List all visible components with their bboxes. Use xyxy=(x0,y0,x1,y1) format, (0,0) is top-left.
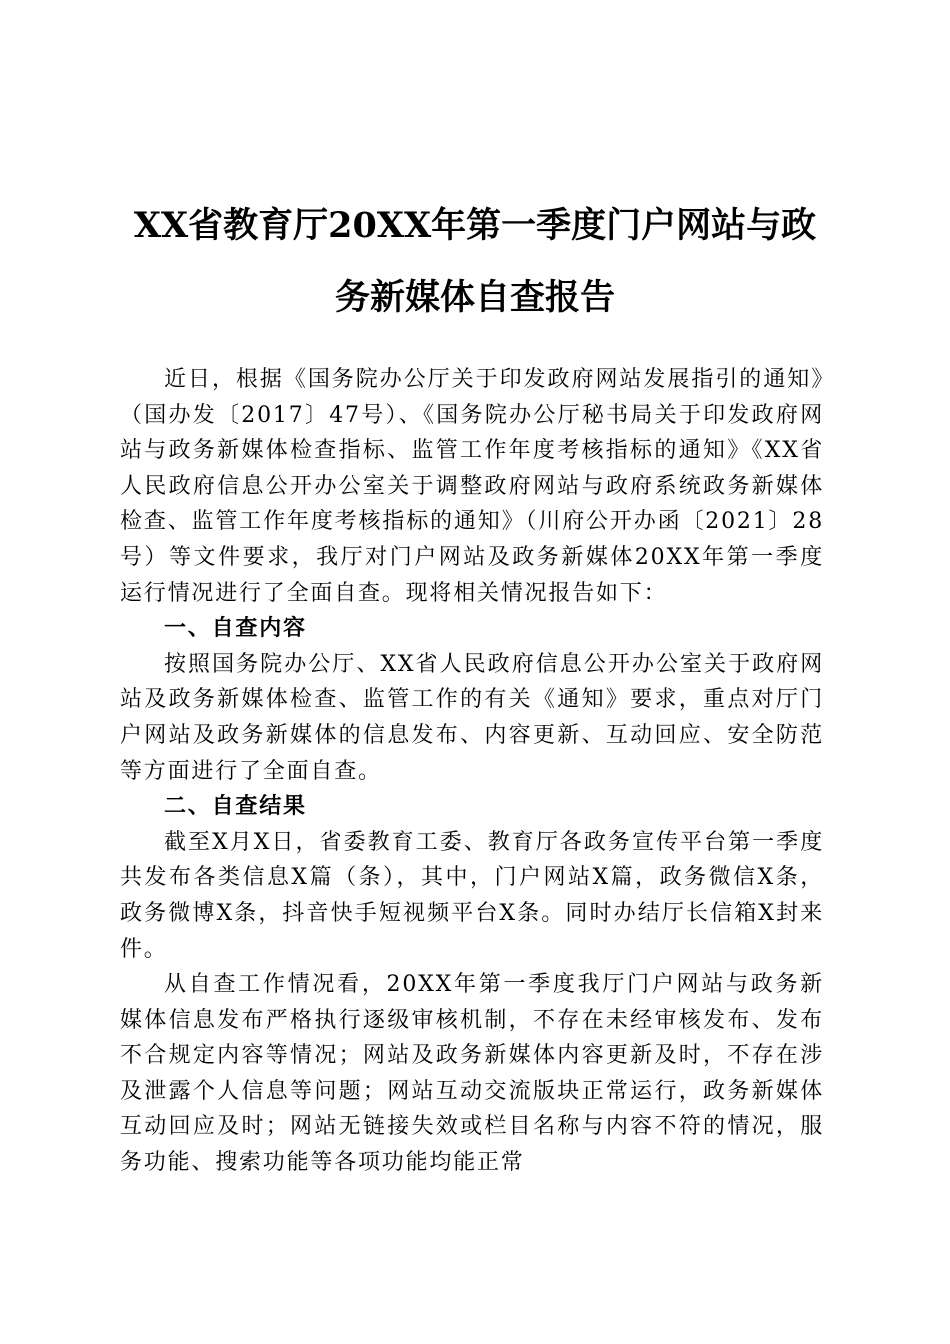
results-paragraph-2: 从自查工作情况看，20XX年第一季度我厅门户网站与政务新媒体信息发布严格执行逐级审核机制，不存在未经审核发布、发布不合规定内容等情况；网站及政务新媒体内容更新及时，不存在涉及泄露个人信息等问题；网站互动交流版块正常运行，政务新媒体互动回应及时；网站无链接失效或栏目名称与内容不符的情况，服务功能、搜索功能等各项功能均能正常 xyxy=(120,972,824,1176)
section-heading-self-check-results: 二、自查结果 xyxy=(164,793,307,820)
title-line-1: XX省教育厅20XX年第一季度门户网站与政 xyxy=(133,205,817,246)
document-title xyxy=(100,190,850,334)
self-check-content-paragraph: 按照国务院办公厅、XX省人民政府信息公开办公室关于政府网站及政务新媒体检查、监管工作的有关《通知》要求，重点对厅门户网站及政务新媒体的信息发布、内容更新、互动回应、安全防范等方面进行了全面自查。 xyxy=(120,651,824,784)
intro-paragraph: 近日，根据《国务院办公厅关于印发政府网站发展指引的通知》（国办发〔2017〕47号）、《国务院办公厅秘书局关于印发政府网站与政务新媒体检查指标、监管工作年度考核指标的通知》《XX省人民政府信息公开办公室关于调整政府网站与政府系统政务新媒体检查、监管工作年度考核指标的通知》（川府公开办函〔2021〕28号）等文件要求，我厅对门户网站及政务新媒体20XX年第一季度运行情况进行了全面自查。现将相关情况报告如下： xyxy=(120,367,824,606)
results-paragraph-1: 截至X月X日，省委教育工委、教育厅各政务宣传平台第一季度共发布各类信息X篇（条），其中，门户网站X篇，政务微信X条，政务微博X条，抖音快手短视频平台X条。同时办结厅长信箱X封来件。 xyxy=(120,829,824,962)
title-line-2: 务新媒体自查报告 xyxy=(334,277,615,318)
document-body xyxy=(120,362,824,1181)
section-heading-self-check-content: 一、自查内容 xyxy=(164,615,307,642)
